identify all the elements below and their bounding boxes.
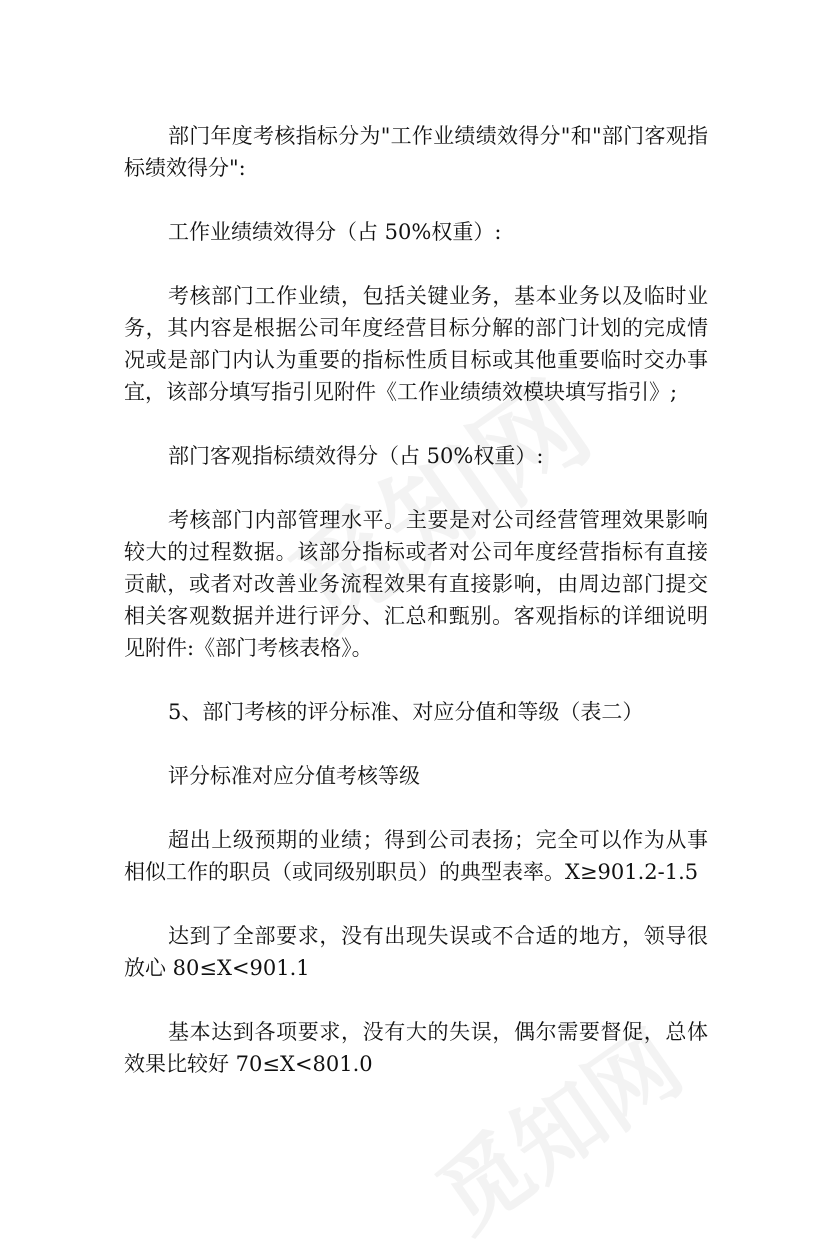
paragraph-section-5-heading: 5、部门考核的评分标准、对应分值和等级（表二） — [168, 700, 644, 724]
paragraph-grade-excellent: 超出上级预期的业绩；得到公司表扬；完全可以作为从事相似工作的职员（或同级别职员）的典型表率。X≥901.2-1.5 — [124, 828, 708, 884]
paragraph-work-performance-detail: 考核部门工作业绩，包括关键业务，基本业务以及临时业务，其内容是根据公司年度经营目标分解的部门计划的完成情况或是部门内认为重要的指标性质目标或其他重要临时交办事宜，该部分填写指引见附件《工作业绩绩效模块填写指引》; — [124, 284, 708, 404]
paragraph-grade-good: 达到了全部要求，没有出现失误或不合适的地方，领导很放心 80≤X<901.1 — [124, 924, 708, 980]
paragraph-indicator-intro: 部门年度考核指标分为"工作业绩绩效得分"和"部门客观指标绩效得分": — [124, 124, 708, 180]
paragraph-work-performance-heading: 工作业绩绩效得分（占 50%权重）: — [168, 220, 502, 244]
paragraph-grade-fair: 基本达到各项要求，没有大的失误，偶尔需要督促，总体效果比较好 70≤X<801.0 — [124, 1020, 708, 1076]
paragraph-objective-heading: 部门客观指标绩效得分（占 50%权重）: — [168, 444, 544, 468]
document-body — [124, 120, 708, 1112]
paragraph-objective-detail: 考核部门内部管理水平。主要是对公司经营管理效果影响较大的过程数据。该部分指标或者对公司年度经营指标有直接贡献，或者对改善业务流程效果有直接影响，由周边部门提交相关客观数据并进行评分、汇总和甄别。客观指标的详细说明见附件:《部门考核表格》。 — [124, 508, 708, 660]
paragraph-table-header: 评分标准对应分值考核等级 — [168, 764, 420, 788]
